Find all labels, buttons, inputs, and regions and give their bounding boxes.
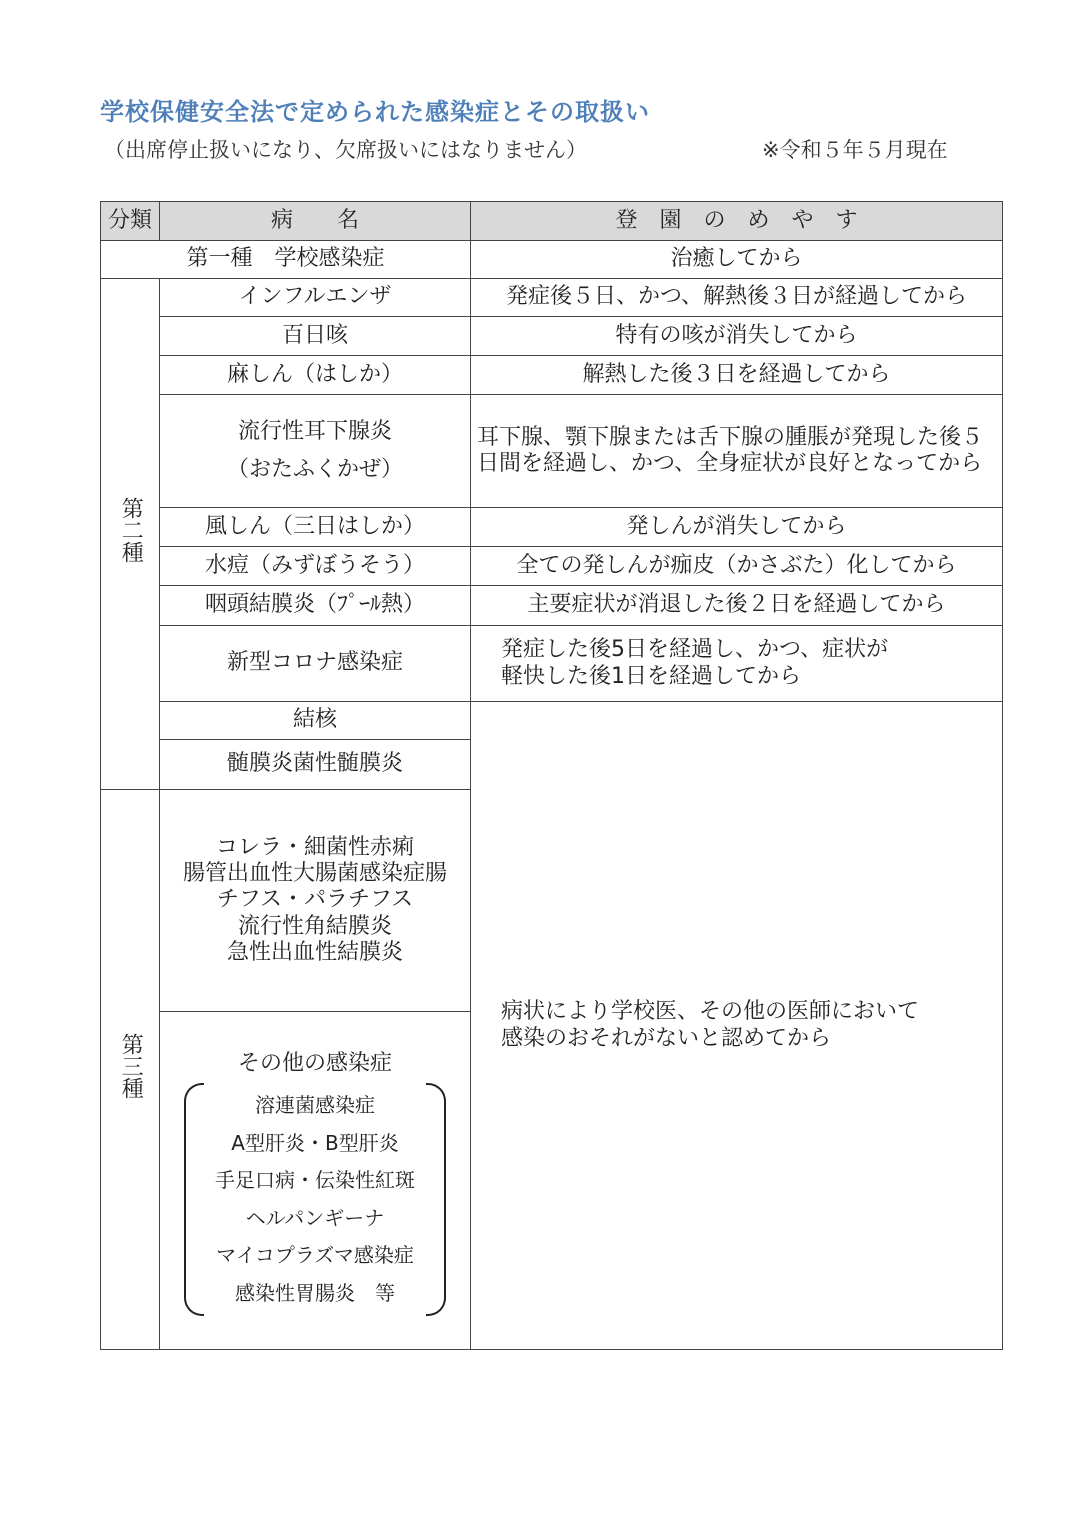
disease-mumps-line1: 流行性耳下腺炎 (237, 419, 392, 444)
infectious-disease-table (100, 201, 1003, 1350)
type1-label: 第一種 学校感染症 (101, 241, 471, 279)
type2-label: 第二種 (118, 497, 144, 564)
guideline-influenza: 発症後５日、かつ、解熱後３日が経過してから (471, 279, 1003, 317)
type3-other-item: 手足口病・伝染性紅斑 (215, 1168, 415, 1193)
guideline-pharyngoconjunctival-fever: 主要症状が消退した後２日を経過してから (471, 586, 1003, 626)
guideline-pertussis: 特有の咳が消失してから (471, 317, 1003, 356)
disease-covid19: 新型コロナ感染症 (160, 626, 471, 702)
disease-measles: 麻しん（はしか） (160, 356, 471, 395)
type3-category (101, 790, 160, 1350)
type3-other-group (160, 1012, 471, 1350)
type3-other-item: マイコプラズマ感染症 (216, 1243, 414, 1268)
type3-item: チフス・パラチフス (216, 887, 414, 913)
header-disease: 病 名 (160, 202, 471, 241)
header-category: 分類 (101, 202, 160, 241)
type3-other-bracket (184, 1083, 446, 1316)
guideline-rubella: 発しんが消失してから (471, 508, 1003, 547)
guideline-shared-line1: 病状により学校医、その他の医師において (501, 999, 920, 1025)
guideline-mumps: 耳下腺、顎下腺または舌下腺の腫脹が発現した後５日間を経過し、かつ、全身症状が良好となってから (471, 395, 1003, 508)
guideline-chickenpox: 全ての発しんが痂皮（かさぶた）化してから (471, 547, 1003, 586)
as-of-date: ※令和５年５月現在 (762, 138, 948, 162)
header-guideline: 登 園 の め や す (471, 202, 1003, 241)
disease-pertussis: 百日咳 (160, 317, 471, 356)
type3-other-item: 溶連菌感染症 (255, 1093, 375, 1118)
disease-influenza: インフルエンザ (160, 279, 471, 317)
guideline-covid19 (471, 626, 1003, 702)
type3-group1 (160, 790, 471, 1012)
disease-tuberculosis: 結核 (160, 702, 471, 740)
disease-rubella: 風しん（三日はしか） (160, 508, 471, 547)
type3-other-title: その他の感染症 (237, 1050, 392, 1076)
type3-other-item: ヘルパンギーナ (245, 1205, 385, 1230)
disease-pharyngoconjunctival-fever: 咽頭結膜炎（ﾌﾟｰﾙ熱） (160, 586, 471, 626)
disease-chickenpox: 水痘（みずぼうそう） (160, 547, 471, 586)
disease-meningococcal-meningitis: 髄膜炎菌性髄膜炎 (160, 740, 471, 790)
guideline-measles: 解熱した後３日を経過してから (471, 356, 1003, 395)
guideline-covid19-line2: 軽快した後1日を経過してから (501, 663, 801, 689)
type1-guideline: 治癒してから (471, 241, 1003, 279)
guideline-covid19-line1: 発症した後5日を経過し、かつ、症状が (501, 637, 889, 663)
guideline-shared (471, 702, 1003, 1350)
type3-item: 流行性角結膜炎 (237, 913, 392, 939)
guideline-shared-line2: 感染のおそれがないと認めてから (501, 1025, 832, 1051)
type3-item: コレラ・細菌性赤痢 (215, 834, 414, 860)
page-title: 学校保健安全法で定められた感染症とその取扱い (100, 98, 650, 126)
type3-item: 腸管出血性大腸菌感染症腸 (182, 860, 447, 886)
type3-other-item: 感染性胃腸炎 等 (235, 1280, 395, 1305)
disease-mumps (160, 395, 471, 508)
type3-item: 急性出血性結膜炎 (226, 940, 403, 966)
type2-category (101, 279, 160, 790)
page-subtitle: （出席停止扱いになり、欠席扱いにはなりません） (104, 138, 587, 162)
type3-label: 第三種 (118, 1032, 144, 1099)
disease-mumps-line2: （おたふくかぜ） (226, 457, 403, 482)
type3-other-item: A型肝炎・B型肝炎 (231, 1130, 399, 1155)
